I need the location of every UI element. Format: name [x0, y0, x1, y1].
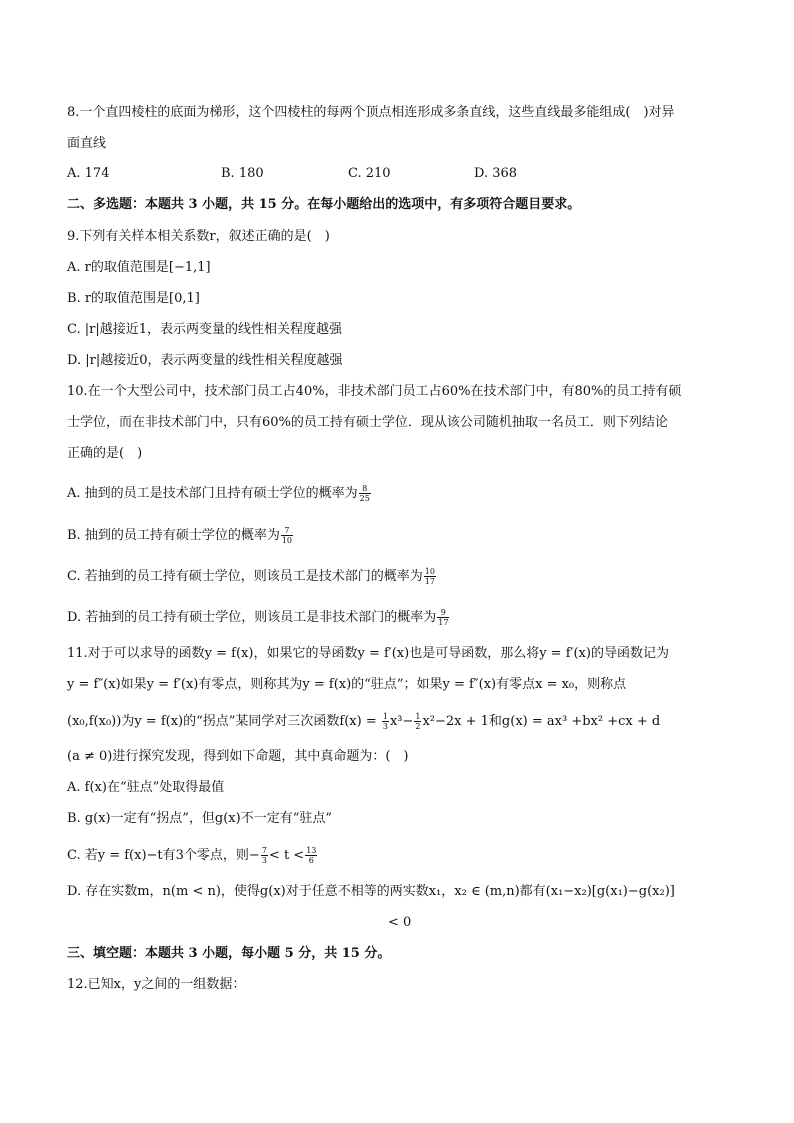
q11-option-d-line-2: < 0 [388, 915, 412, 930]
q10-option-a-fraction: $\frac{8}{25}$ [359, 484, 370, 503]
q11-option-a: A. f(x)在“驻点”处取得最值 [67, 780, 225, 795]
q12-stem: 12.已知x，y之间的一组数据： [67, 977, 246, 992]
q9-option-c: C. |r|越接近1，表示两变量的线性相关程度越强 [67, 322, 342, 337]
q8-line-1: 8.一个直四棱柱的底面为梯形，这个四棱柱的每两个顶点相连形成多条直线，这些直线最多能组成( )对异 [67, 105, 675, 120]
q9-option-a: A. r的取值范围是[−1,1] [67, 260, 211, 275]
q10-option-c-fraction: $\frac{10}{17}$ [424, 567, 435, 586]
q11-line-2: y = f″(x)如果y = f′(x)有零点，则称其为y = f(x)的“驻点”；如果y = f″(x)有零点x = x₀，则称点 [67, 677, 627, 692]
q9-stem: 9.下列有关样本相关系数r，叙述正确的是( ) [67, 229, 330, 244]
q10-line-2: 士学位，而在非技术部门中，只有60%的员工持有硕士学位．现从该公司随机抽取一名员工．则下列结论 [67, 415, 668, 430]
q8-option-b: B. 180 [221, 166, 264, 181]
section-3-heading: 三、填空题：本题共 3 小题，每小题 5 分，共 15 分。 [67, 946, 391, 961]
q9-option-b: B. r的取值范围是[0,1] [67, 291, 200, 306]
q8-option-a: A. 174 [67, 166, 110, 181]
q11-line-4: (a ≠ 0)进行探究发现，得到如下命题，其中真命题为：( ) [67, 749, 409, 764]
q10-option-a [67, 484, 372, 503]
q10-option-c-text: C. 若抽到的员工持有硕士学位，则该员工是技术部门的概率为 [67, 569, 423, 584]
q8-line-2: 面直线 [67, 136, 107, 151]
q10-option-d-fraction: $\frac{9}{17}$ [438, 608, 449, 627]
q11-line-1: 11.对于可以求导的函数y = f(x)，如果它的导函数y = f′(x)也是可导函数，那么将y = f′(x)的导函数记为 [67, 646, 669, 661]
q11-line-3: (x₀,f(x₀))为y = f(x)的“拐点”某同学对三次函数f(x) = $\frac{1}{3}$ x³− $\frac{1}{2}$ x²−2x + 1和g(x) = ax³ +bx² +cx + d [67, 712, 661, 731]
q10-option-a-text: A. 抽到的员工是技术部门且持有硕士学位的概率为 [67, 486, 358, 501]
q9-option-d: D. |r|越接近0，表示两变量的线性相关程度越强 [67, 353, 343, 368]
q11-fraction-1: $\frac{1}{3}$ [382, 712, 388, 731]
section-2-heading: 二、多选题：本题共 3 小题，共 15 分。在每小题给出的选项中，有多项符合题目要求。 [67, 197, 581, 212]
q10-option-d-text: D. 若抽到的员工持有硕士学位，则该员工是非技术部门的概率为 [67, 610, 437, 625]
q11-fraction-2: $\frac{1}{2}$ [415, 712, 421, 731]
q10-option-d [67, 608, 450, 627]
q10-option-b-fraction: $\frac{7}{10}$ [281, 526, 293, 545]
q10-line-1: 10.在一个大型公司中，技术部门员工占40%，非技术部门员工占60%在技术部门中，有80%的员工持有硕 [67, 384, 682, 399]
q10-option-b-text: B. 抽到的员工持有硕士学位的概率为 [67, 528, 280, 543]
q10-option-c [67, 567, 437, 586]
q11-option-c-fraction-2: $\frac{13}{6}$ [306, 846, 317, 865]
q11-option-c-fraction-1: $\frac{7}{3}$ [261, 846, 267, 865]
q11-option-d-line-1: D. 存在实数m，n(m < n)，使得g(x)对于任意不相等的两实数x₁，x₂ ∈ (m,n)都有(x₁−x₂)[g(x₁)−g(x₂)] [67, 884, 675, 899]
q8-option-c: C. 210 [348, 166, 391, 181]
q11-option-b: B. g(x)一定有“拐点”，但g(x)不一定有“驻点” [67, 811, 332, 826]
q10-option-b [67, 526, 294, 545]
q11-option-c: C. 若y = f(x)−t有3个零点，则− $\frac{7}{3}$ < t < $\frac{13}{6}$ [67, 846, 317, 865]
q10-line-3: 正确的是( ) [67, 446, 143, 461]
q8-option-d: D. 368 [474, 166, 518, 181]
